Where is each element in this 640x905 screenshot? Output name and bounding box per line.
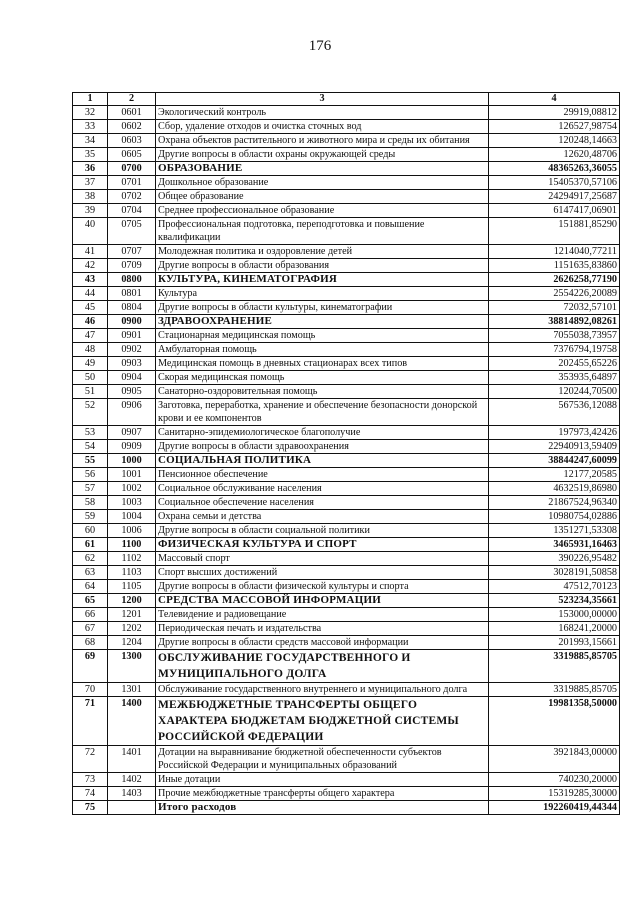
section-code: 0906: [108, 399, 156, 426]
section-code: 1102: [108, 552, 156, 566]
amount-cell: 202455,65226: [489, 357, 620, 371]
expense-name: Другие вопросы в области социальной политики: [156, 524, 489, 538]
section-code: 1202: [108, 622, 156, 636]
budget-table: [72, 92, 620, 815]
table-row: [73, 524, 620, 538]
expense-name: Санитарно-эпидемиологическое благополучие: [156, 426, 489, 440]
row-number: 47: [73, 329, 108, 343]
table-row: [73, 315, 620, 329]
expense-name: ЗДРАВООХРАНЕНИЕ: [156, 315, 489, 329]
amount-cell: 126527,98754: [489, 120, 620, 134]
expense-name: Телевидение и радиовещание: [156, 608, 489, 622]
row-number: 52: [73, 399, 108, 426]
amount-cell: 3921843,00000: [489, 746, 620, 773]
expense-name: Другие вопросы в области здравоохранения: [156, 440, 489, 454]
amount-cell: 1151635,83860: [489, 259, 620, 273]
header-col-2: 2: [108, 93, 156, 106]
section-code: 0700: [108, 162, 156, 176]
expense-name: Спорт высших достижений: [156, 566, 489, 580]
amount-cell: 12620,48706: [489, 148, 620, 162]
amount-cell: 19981358,50000: [489, 697, 620, 746]
amount-cell: 201993,15661: [489, 636, 620, 650]
table-row: [73, 454, 620, 468]
budget-table-body: [73, 106, 620, 815]
row-number: 42: [73, 259, 108, 273]
table-row: [73, 773, 620, 787]
amount-cell: 7055038,73957: [489, 329, 620, 343]
expense-name: Прочие межбюджетные трансферты общего характера: [156, 787, 489, 801]
amount-cell: 168241,20000: [489, 622, 620, 636]
expense-name: Сбор, удаление отходов и очистка сточных вод: [156, 120, 489, 134]
amount-cell: 120248,14663: [489, 134, 620, 148]
amount-cell: 567536,12088: [489, 399, 620, 426]
header-row: [73, 93, 620, 106]
section-code: 0900: [108, 315, 156, 329]
amount-cell: 1351271,53308: [489, 524, 620, 538]
row-number: 64: [73, 580, 108, 594]
row-number: 57: [73, 482, 108, 496]
section-code: 1100: [108, 538, 156, 552]
section-code: 0902: [108, 343, 156, 357]
section-code: 0704: [108, 204, 156, 218]
section-code: 1402: [108, 773, 156, 787]
amount-cell: 153000,00000: [489, 608, 620, 622]
section-code: 0601: [108, 106, 156, 120]
section-code: 1001: [108, 468, 156, 482]
section-code: 1204: [108, 636, 156, 650]
table-row: [73, 622, 620, 636]
section-code: 0800: [108, 273, 156, 287]
row-number: 66: [73, 608, 108, 622]
row-number: 51: [73, 385, 108, 399]
expense-name: Стационарная медицинская помощь: [156, 329, 489, 343]
table-row: [73, 148, 620, 162]
table-row: [73, 580, 620, 594]
expense-name: Профессиональная подготовка, переподготовка и повышение квалификации: [156, 218, 489, 245]
expense-name: Обслуживание государственного внутреннего и муниципального долга: [156, 683, 489, 697]
row-number: 49: [73, 357, 108, 371]
amount-cell: 38844247,60099: [489, 454, 620, 468]
row-number: 48: [73, 343, 108, 357]
amount-cell: 197973,42426: [489, 426, 620, 440]
amount-cell: 3319885,85705: [489, 683, 620, 697]
amount-cell: 22940913,59409: [489, 440, 620, 454]
amount-cell: 10980754,02886: [489, 510, 620, 524]
table-row: [73, 162, 620, 176]
amount-cell: 12177,20585: [489, 468, 620, 482]
expense-name: Охрана семьи и детства: [156, 510, 489, 524]
expense-name: Периодическая печать и издательства: [156, 622, 489, 636]
amount-cell: 523234,35661: [489, 594, 620, 608]
page-number: 176: [308, 38, 332, 54]
row-number: 72: [73, 746, 108, 773]
amount-cell: 24294917,25687: [489, 190, 620, 204]
amount-cell: 3028191,50858: [489, 566, 620, 580]
table-row: [73, 426, 620, 440]
table-row: [73, 259, 620, 273]
expense-name: Другие вопросы в области физической культуры и спорта: [156, 580, 489, 594]
section-code: 0701: [108, 176, 156, 190]
table-row: [73, 552, 620, 566]
row-number: 40: [73, 218, 108, 245]
table-row: [73, 357, 620, 371]
section-code: [108, 801, 156, 815]
row-number: 34: [73, 134, 108, 148]
table-row: [73, 385, 620, 399]
amount-cell: 6147417,06901: [489, 204, 620, 218]
section-code: 1006: [108, 524, 156, 538]
expense-name: Социальное обеспечение населения: [156, 496, 489, 510]
section-code: 0603: [108, 134, 156, 148]
section-code: 1401: [108, 746, 156, 773]
amount-cell: 192260419,44344: [489, 801, 620, 815]
amount-cell: 353935,64897: [489, 371, 620, 385]
expense-name: Другие вопросы в области культуры, кинематографии: [156, 301, 489, 315]
expense-name: КУЛЬТУРА, КИНЕМАТОГРАФИЯ: [156, 273, 489, 287]
row-number: 75: [73, 801, 108, 815]
section-code: 1300: [108, 650, 156, 683]
expense-name: Другие вопросы в области образования: [156, 259, 489, 273]
expense-name: МЕЖБЮДЖЕТНЫЕ ТРАНСФЕРТЫ ОБЩЕГО ХАРАКТЕРА БЮДЖЕТАМ БЮДЖЕТНОЙ СИСТЕМЫ РОССИЙСКОЙ ФЕДЕРАЦИИ: [156, 697, 489, 746]
row-number: 62: [73, 552, 108, 566]
row-number: 59: [73, 510, 108, 524]
amount-cell: 72032,57101: [489, 301, 620, 315]
section-code: 1003: [108, 496, 156, 510]
amount-cell: 15405370,57106: [489, 176, 620, 190]
row-number: 33: [73, 120, 108, 134]
expense-name: Молодежная политика и оздоровление детей: [156, 245, 489, 259]
section-code: 0605: [108, 148, 156, 162]
amount-cell: 7376794,19758: [489, 343, 620, 357]
row-number: 65: [73, 594, 108, 608]
amount-cell: 47512,70123: [489, 580, 620, 594]
section-code: 0904: [108, 371, 156, 385]
table-row: [73, 120, 620, 134]
row-number: 67: [73, 622, 108, 636]
expense-name: Дошкольное образование: [156, 176, 489, 190]
row-number: 58: [73, 496, 108, 510]
section-code: 1201: [108, 608, 156, 622]
table-row: [73, 636, 620, 650]
header-col-3: 3: [156, 93, 489, 106]
table-row: [73, 106, 620, 120]
section-code: 1200: [108, 594, 156, 608]
expense-name: Заготовка, переработка, хранение и обеспечение безопасности донорской крови и ее компонентов: [156, 399, 489, 426]
row-number: 35: [73, 148, 108, 162]
section-code: 0804: [108, 301, 156, 315]
table-row: [73, 301, 620, 315]
table-row: [73, 538, 620, 552]
section-code: 0905: [108, 385, 156, 399]
amount-cell: 3319885,85705: [489, 650, 620, 683]
section-code: 1105: [108, 580, 156, 594]
amount-cell: 151881,85290: [489, 218, 620, 245]
expense-name: Амбулаторная помощь: [156, 343, 489, 357]
row-number: 54: [73, 440, 108, 454]
row-number: 61: [73, 538, 108, 552]
section-code: 0909: [108, 440, 156, 454]
amount-cell: 2626258,77190: [489, 273, 620, 287]
table-row: [73, 245, 620, 259]
expense-name: Итого расходов: [156, 801, 489, 815]
table-row: [73, 496, 620, 510]
row-number: 68: [73, 636, 108, 650]
row-number: 43: [73, 273, 108, 287]
row-number: 37: [73, 176, 108, 190]
section-code: 1400: [108, 697, 156, 746]
row-number: 53: [73, 426, 108, 440]
table-row: [73, 440, 620, 454]
row-number: 38: [73, 190, 108, 204]
expense-name: Скорая медицинская помощь: [156, 371, 489, 385]
expense-name: ОБСЛУЖИВАНИЕ ГОСУДАРСТВЕННОГО И МУНИЦИПАЛЬНОГО ДОЛГА: [156, 650, 489, 683]
table-row: [73, 746, 620, 773]
table-row: [73, 594, 620, 608]
expense-name: Массовый спорт: [156, 552, 489, 566]
section-code: 1103: [108, 566, 156, 580]
amount-cell: 2554226,20089: [489, 287, 620, 301]
section-code: 0801: [108, 287, 156, 301]
row-number: 41: [73, 245, 108, 259]
table-row: [73, 468, 620, 482]
row-number: 56: [73, 468, 108, 482]
amount-cell: 120244,70500: [489, 385, 620, 399]
expense-name: Санаторно-оздоровительная помощь: [156, 385, 489, 399]
table-row: [73, 329, 620, 343]
section-code: 1000: [108, 454, 156, 468]
amount-cell: 3465931,16463: [489, 538, 620, 552]
section-code: 0903: [108, 357, 156, 371]
table-row: [73, 697, 620, 746]
section-code: 1403: [108, 787, 156, 801]
expense-name: Иные дотации: [156, 773, 489, 787]
section-code: 0901: [108, 329, 156, 343]
amount-cell: 29919,08812: [489, 106, 620, 120]
row-number: 44: [73, 287, 108, 301]
expense-name: ОБРАЗОВАНИЕ: [156, 162, 489, 176]
row-number: 74: [73, 787, 108, 801]
expense-name: СОЦИАЛЬНАЯ ПОЛИТИКА: [156, 454, 489, 468]
expense-name: Дотации на выравнивание бюджетной обеспеченности субъектов Российской Федерации и муниципальных образований: [156, 746, 489, 773]
expense-name: Среднее профессиональное образование: [156, 204, 489, 218]
row-number: 39: [73, 204, 108, 218]
expense-name: Медицинская помощь в дневных стационарах всех типов: [156, 357, 489, 371]
table-row: [73, 510, 620, 524]
amount-cell: 740230,20000: [489, 773, 620, 787]
amount-cell: 15319285,30000: [489, 787, 620, 801]
table-row: [73, 176, 620, 190]
row-number: 55: [73, 454, 108, 468]
header-col-1: 1: [73, 93, 108, 106]
expense-name: Культура: [156, 287, 489, 301]
section-code: 1004: [108, 510, 156, 524]
section-code: 1301: [108, 683, 156, 697]
row-number: 46: [73, 315, 108, 329]
amount-cell: 48365263,36055: [489, 162, 620, 176]
table-row: [73, 683, 620, 697]
table-row: [73, 134, 620, 148]
expense-name: Другие вопросы в области средств массовой информации: [156, 636, 489, 650]
row-number: 45: [73, 301, 108, 315]
amount-cell: 38814892,08261: [489, 315, 620, 329]
expense-name: Охрана объектов растительного и животного мира и среды их обитания: [156, 134, 489, 148]
table-row: [73, 371, 620, 385]
table-row: [73, 399, 620, 426]
table-row: [73, 273, 620, 287]
expense-name: Общее образование: [156, 190, 489, 204]
section-code: 0907: [108, 426, 156, 440]
expense-name: Пенсионное обеспечение: [156, 468, 489, 482]
total-row: [73, 801, 620, 815]
table-row: [73, 218, 620, 245]
amount-cell: 4632519,86980: [489, 482, 620, 496]
section-code: 0705: [108, 218, 156, 245]
row-number: 50: [73, 371, 108, 385]
amount-cell: 1214040,77211: [489, 245, 620, 259]
row-number: 69: [73, 650, 108, 683]
section-code: 1002: [108, 482, 156, 496]
table-row: [73, 287, 620, 301]
row-number: 63: [73, 566, 108, 580]
table-row: [73, 650, 620, 683]
table-row: [73, 566, 620, 580]
row-number: 60: [73, 524, 108, 538]
row-number: 71: [73, 697, 108, 746]
table-row: [73, 190, 620, 204]
row-number: 36: [73, 162, 108, 176]
expense-name: Экологический контроль: [156, 106, 489, 120]
row-number: 32: [73, 106, 108, 120]
row-number: 73: [73, 773, 108, 787]
section-code: 0709: [108, 259, 156, 273]
section-code: 0702: [108, 190, 156, 204]
table-row: [73, 204, 620, 218]
section-code: 0707: [108, 245, 156, 259]
expense-name: Другие вопросы в области охраны окружающей среды: [156, 148, 489, 162]
table-row: [73, 343, 620, 357]
amount-cell: 390226,95482: [489, 552, 620, 566]
table-row: [73, 787, 620, 801]
expense-name: Социальное обслуживание населения: [156, 482, 489, 496]
row-number: 70: [73, 683, 108, 697]
header-col-4: 4: [489, 93, 620, 106]
expense-name: ФИЗИЧЕСКАЯ КУЛЬТУРА И СПОРТ: [156, 538, 489, 552]
table-row: [73, 608, 620, 622]
table-row: [73, 482, 620, 496]
section-code: 0602: [108, 120, 156, 134]
amount-cell: 21867524,96340: [489, 496, 620, 510]
expense-name: СРЕДСТВА МАССОВОЙ ИНФОРМАЦИИ: [156, 594, 489, 608]
